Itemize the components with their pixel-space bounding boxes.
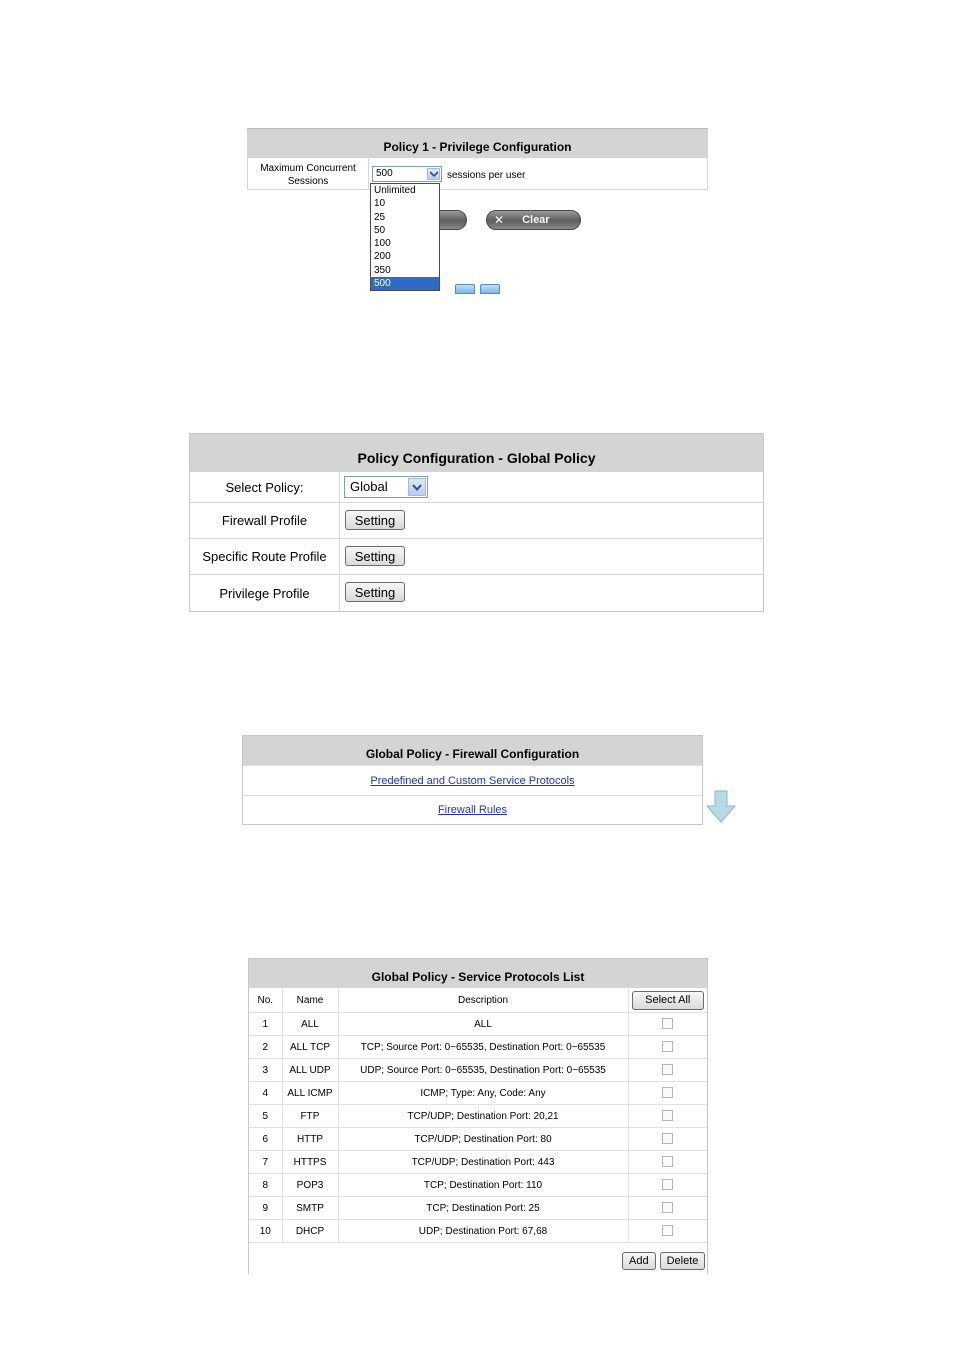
select-all-button[interactable]: Select All	[632, 991, 704, 1010]
firewall-profile-setting-button[interactable]: Setting	[345, 510, 405, 530]
firewall-rules-row	[243, 795, 702, 824]
panel-title: Policy Configuration - Global Policy	[190, 434, 763, 471]
row-checkbox[interactable]	[662, 1225, 673, 1236]
service-protocols-row	[243, 765, 702, 795]
option-500[interactable]: 500	[371, 277, 439, 290]
chevron-down-icon[interactable]	[427, 168, 440, 180]
option-100[interactable]: 100	[374, 238, 391, 250]
sessions-dropdown-list	[370, 183, 440, 291]
row-checkbox[interactable]	[662, 1018, 673, 1029]
row-checkbox[interactable]	[662, 1064, 673, 1075]
firewall-profile-row	[190, 502, 763, 538]
table-row: 9 SMTP TCP; Destination Port: 25	[249, 1197, 707, 1220]
delete-button[interactable]: Delete	[660, 1252, 706, 1270]
option-10[interactable]: 10	[374, 198, 386, 210]
mini-button-left[interactable]	[455, 284, 475, 294]
firewall-configuration-panel	[242, 735, 703, 825]
panel-title: Global Policy - Service Protocols List	[249, 959, 707, 988]
mini-button-right[interactable]	[480, 284, 500, 294]
select-policy-row	[190, 471, 763, 502]
col-description-header: Description	[338, 988, 628, 1013]
option-50[interactable]: 50	[374, 224, 386, 236]
firewall-profile-label: Firewall Profile	[190, 503, 340, 538]
global-policy-panel	[189, 433, 764, 612]
select-policy-label: Select Policy:	[190, 472, 340, 502]
privilege-profile-label: Privilege Profile	[190, 575, 340, 611]
firewall-rules-link[interactable]: Firewall Rules	[437, 804, 508, 816]
col-no-header: No.	[249, 988, 282, 1013]
privilege-profile-row	[190, 574, 763, 611]
close-icon: ✕	[494, 213, 505, 227]
service-protocols-table	[249, 988, 707, 1243]
policy-select[interactable]: Global	[344, 476, 428, 498]
row-checkbox[interactable]	[662, 1133, 673, 1144]
sessions-suffix: sessions per user	[447, 170, 526, 181]
chevron-down-icon[interactable]	[408, 478, 426, 496]
option-350[interactable]: 350	[374, 264, 391, 276]
arrow-down-icon	[705, 790, 737, 824]
max-sessions-select[interactable]: 500	[372, 166, 442, 182]
table-header-row	[249, 988, 707, 1013]
service-protocols-panel	[248, 958, 708, 1274]
table-row: 1 ALL ALL	[249, 1013, 707, 1036]
table-row: 8 POP3 TCP; Destination Port: 110	[249, 1174, 707, 1197]
specific-route-profile-setting-button[interactable]: Setting	[345, 546, 405, 566]
row-checkbox[interactable]	[662, 1156, 673, 1167]
table-row: 7 HTTPS TCP/UDP; Destination Port: 443	[249, 1151, 707, 1174]
row-checkbox[interactable]	[662, 1041, 673, 1052]
privilege-profile-setting-button[interactable]: Setting	[345, 582, 405, 602]
max-sessions-row	[247, 157, 708, 190]
clear-button[interactable]: ✕ Clear	[486, 210, 581, 230]
row-checkbox[interactable]	[662, 1110, 673, 1121]
panel-title: Global Policy - Firewall Configuration	[243, 736, 702, 765]
row-checkbox[interactable]	[662, 1202, 673, 1213]
table-row: 10 DHCP UDP; Destination Port: 67,68	[249, 1220, 707, 1243]
row-checkbox[interactable]	[662, 1087, 673, 1098]
table-row: 5 FTP TCP/UDP; Destination Port: 20,21	[249, 1105, 707, 1128]
option-200[interactable]: 200	[374, 251, 391, 263]
specific-route-profile-row	[190, 538, 763, 574]
table-row: 4 ALL ICMP ICMP; Type: Any, Code: Any	[249, 1082, 707, 1105]
option-25[interactable]: 25	[374, 211, 386, 223]
add-button[interactable]: Add	[622, 1252, 656, 1270]
table-actions	[622, 1252, 705, 1270]
table-row: 2 ALL TCP TCP; Source Port: 0~65535, Destination Port: 0~65535	[249, 1036, 707, 1059]
table-row: 6 HTTP TCP/UDP; Destination Port: 80	[249, 1128, 707, 1151]
panel-title: Policy 1 - Privilege Configuration	[247, 128, 708, 158]
specific-route-profile-label: Specific Route Profile	[190, 539, 340, 574]
table-row: 3 ALL UDP UDP; Source Port: 0~65535, Destination Port: 0~65535	[249, 1059, 707, 1082]
col-select-header	[628, 988, 707, 1013]
row-checkbox[interactable]	[662, 1179, 673, 1190]
privilege-configuration-panel	[247, 128, 708, 291]
service-protocols-link[interactable]: Predefined and Custom Service Protocols	[370, 775, 575, 787]
col-name-header: Name	[282, 988, 338, 1013]
max-sessions-label: Maximum Concurrent Sessions	[248, 158, 369, 189]
option-unlimited[interactable]: Unlimited	[374, 185, 416, 196]
